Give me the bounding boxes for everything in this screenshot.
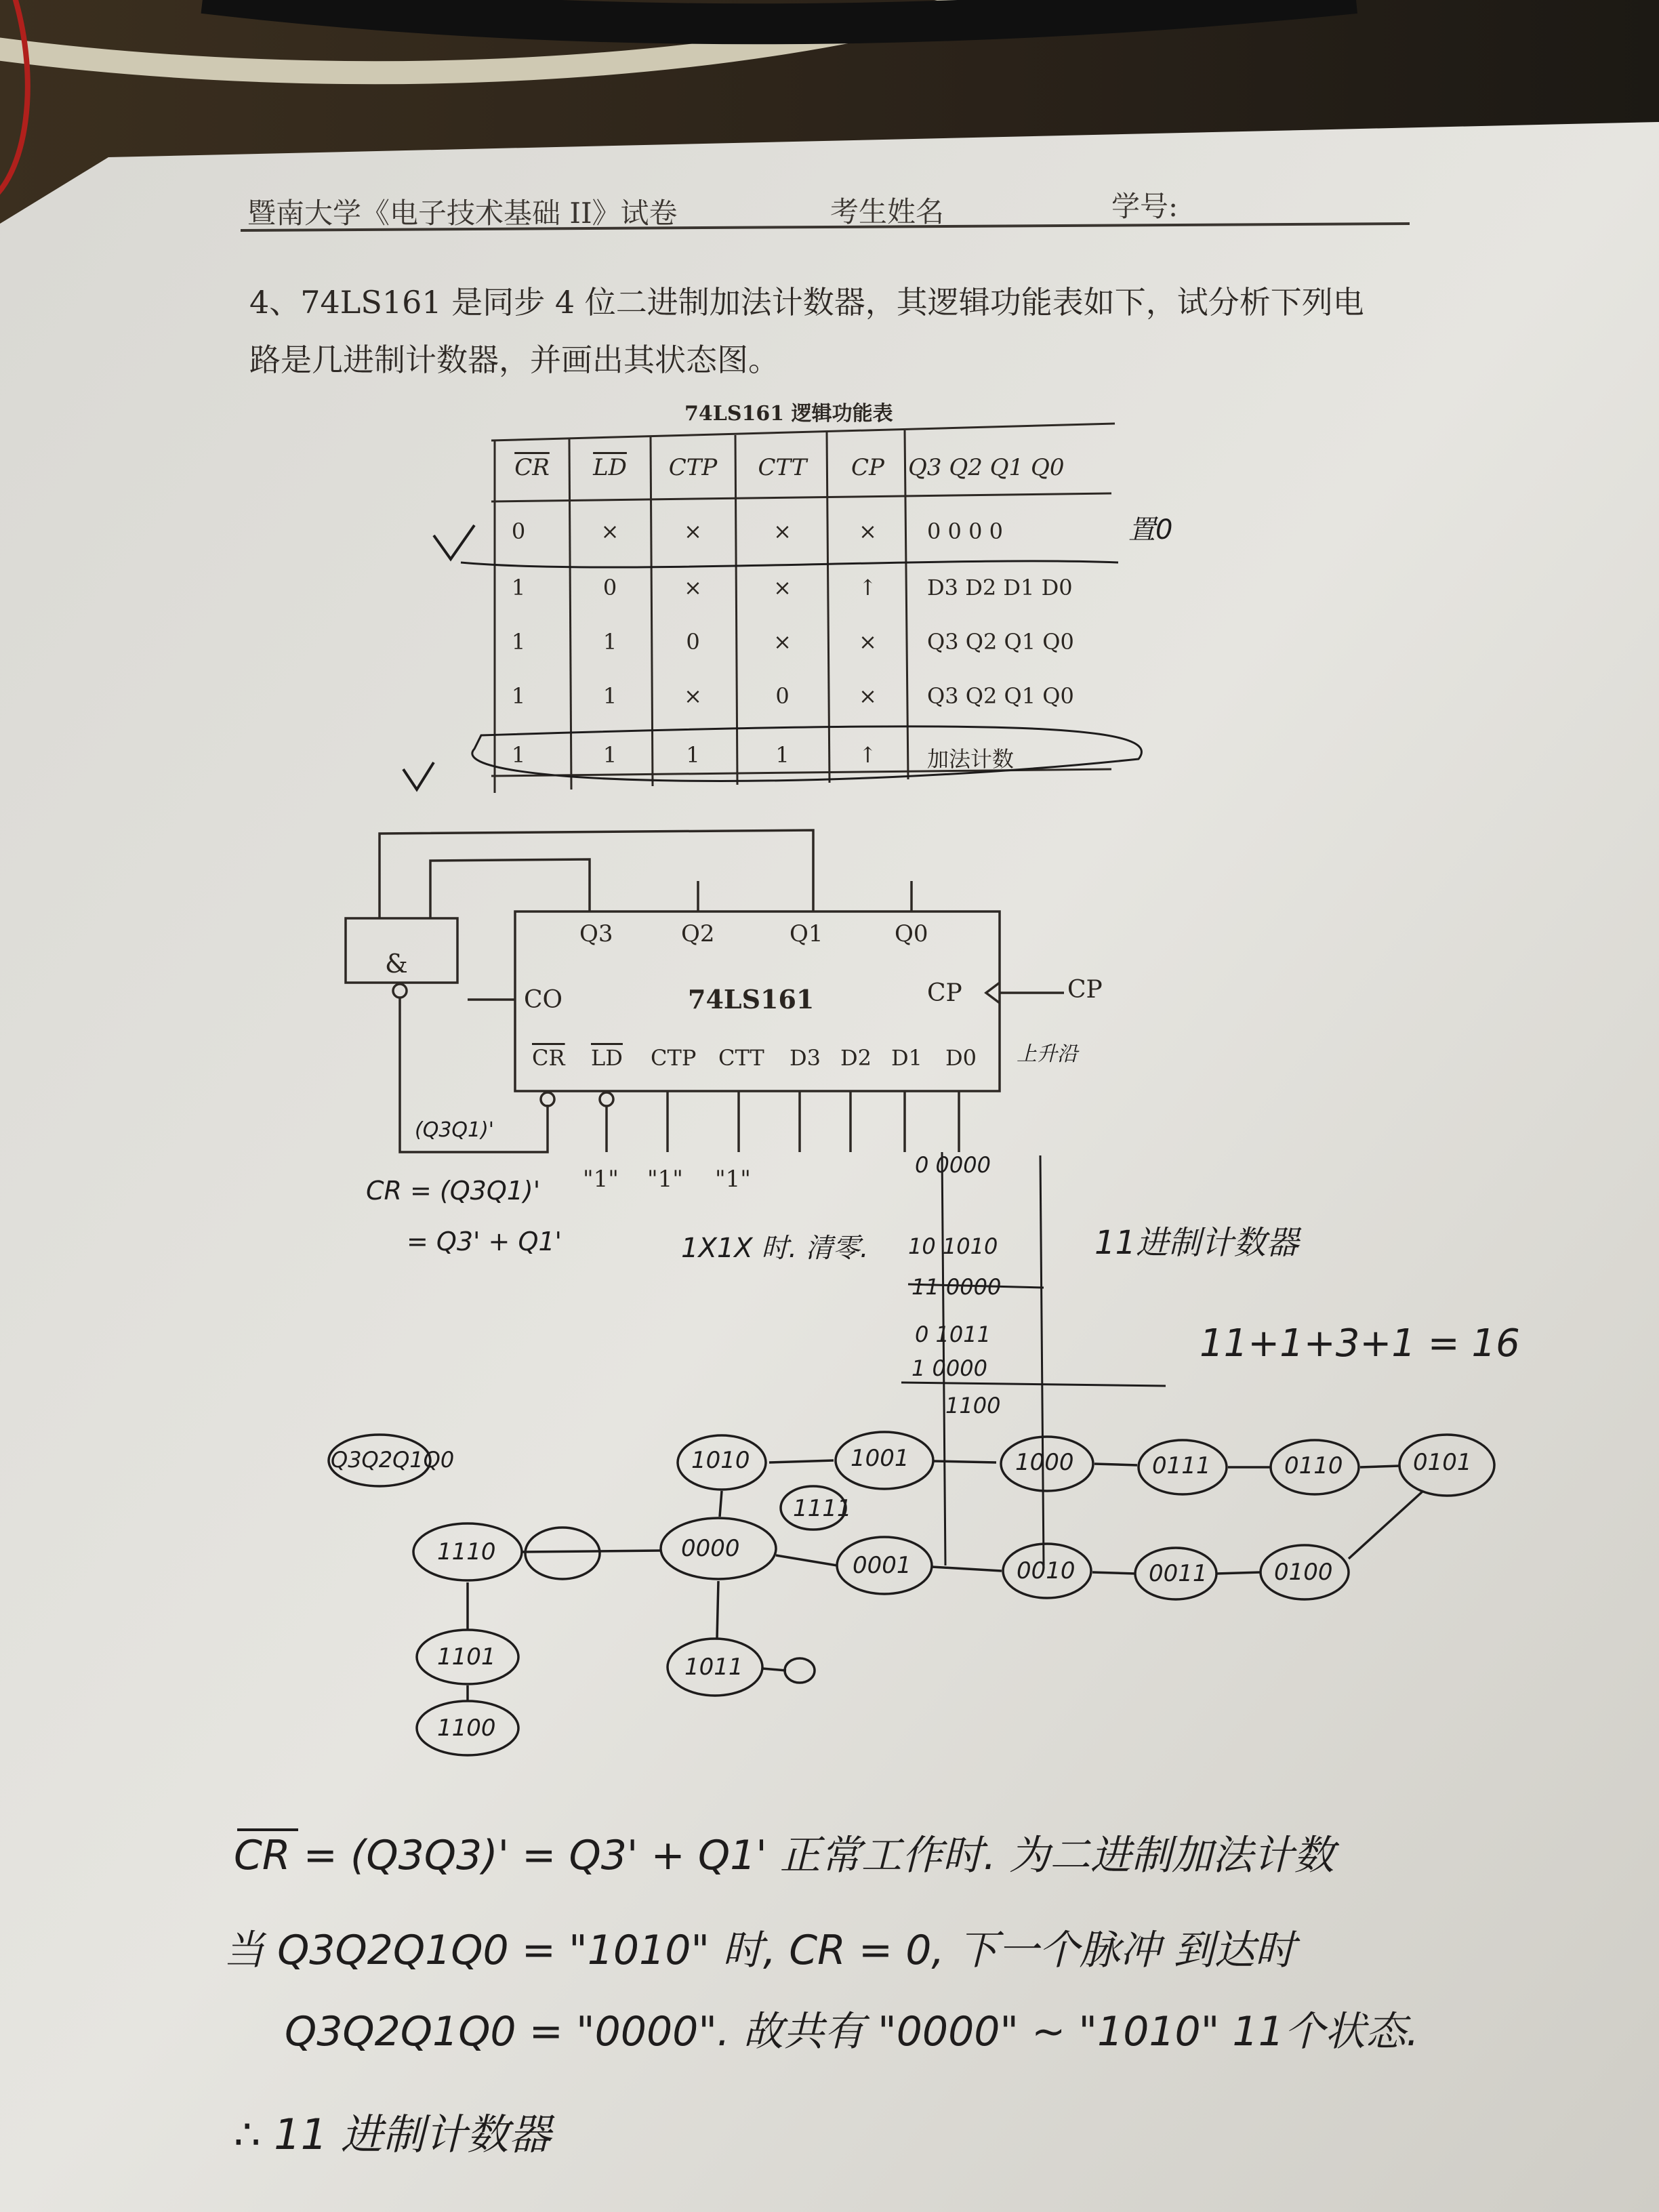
pin-bottom-4: D3	[790, 1045, 821, 1071]
answer-line-4: ∴ 11 进制计数器	[234, 2110, 551, 2159]
table-header-5: Q3 Q2 Q1 Q0	[908, 454, 1065, 481]
state-1001: 1001	[851, 1445, 909, 1472]
table-cell-r2-c4: ×	[859, 629, 877, 655]
pin-top-1: Q2	[681, 920, 715, 947]
binary-entry-3: 0 1011	[915, 1322, 991, 1347]
pin-bottom-5: D2	[840, 1045, 872, 1071]
chip-label: 74LS161	[688, 984, 815, 1015]
table-cell-r0-c2: ×	[684, 518, 702, 544]
clear-note: 1X1X 时. 清零.	[681, 1233, 869, 1264]
cr-equation-2: = Q3' + Q1'	[407, 1227, 562, 1256]
table-cell-r4-c1: 1	[602, 742, 617, 768]
cr-equation-1: CR = (Q3Q1)'	[366, 1176, 541, 1206]
state-1101: 1101	[437, 1643, 496, 1671]
co-pin-label: CO	[524, 986, 563, 1014]
cp-input-label: CP	[1067, 976, 1103, 1004]
table-cell-r1-c5: D3 D2 D1 D0	[927, 575, 1073, 600]
constant-one-1: "1"	[647, 1166, 683, 1193]
binary-entry-0: 0 0000	[915, 1152, 991, 1178]
table-cell-r3-c5: Q3 Q2 Q1 Q0	[927, 683, 1074, 709]
answer-line-3: Q3Q2Q1Q0 = "0000". 故共有 "0000" ~ "1010" 11个状态.	[285, 2008, 1419, 2055]
rising-edge-note: 上升沿	[1017, 1042, 1078, 1066]
table-cell-r3-c0: 1	[511, 683, 526, 709]
state-1100: 1100	[437, 1715, 496, 1742]
table-cell-r0-c3: ×	[773, 518, 792, 544]
table-cell-r4-c4: ↑	[859, 742, 877, 768]
table-header-0: $\overline{CR}$	[514, 454, 550, 481]
table-cell-r1-c3: ×	[773, 575, 792, 600]
table-cell-r2-c3: ×	[773, 629, 792, 655]
pin-bottom-6: D1	[891, 1045, 923, 1071]
student-id-label: 学号:	[1111, 190, 1179, 223]
table-cell-r0-c1: ×	[600, 518, 619, 544]
pin-top-2: Q1	[790, 920, 823, 947]
cp-pin-label: CP	[927, 979, 962, 1007]
constant-one-2: "1"	[715, 1166, 751, 1193]
state-1111: 1111	[793, 1495, 852, 1522]
table-header-2: CTP	[668, 454, 718, 481]
table-cell-r1-c4: ↑	[859, 575, 877, 600]
table-cell-r3-c2: ×	[684, 683, 702, 709]
pin-top-0: Q3	[579, 920, 613, 947]
state-0010: 0010	[1017, 1557, 1076, 1584]
pin-bottom-0: $\overline{CR}$	[532, 1045, 565, 1071]
answer-line-1: CR = (Q3Q3)' = Q3' + Q1' 正常工作时. 为二进制加法计数	[234, 1832, 1334, 1879]
pin-bottom-7: D0	[945, 1045, 977, 1071]
state-0001: 0001	[853, 1552, 912, 1579]
binary-entry-5: 1100	[945, 1393, 1001, 1418]
state-0110: 0110	[1284, 1452, 1343, 1479]
table-cell-r0-c0: 0	[511, 518, 526, 544]
table-cell-r3-c1: 1	[602, 683, 617, 709]
table-cell-r0-c5: 0 0 0 0	[927, 518, 1003, 544]
table-cell-r2-c2: 0	[686, 629, 700, 655]
table-cell-r2-c1: 1	[602, 629, 617, 655]
sum-note: 11+1+3+1 = 16	[1200, 1322, 1520, 1366]
state-1110: 1110	[437, 1538, 496, 1565]
pin-bottom-3: CTT	[718, 1045, 764, 1071]
state-diagram-label: Q3Q2Q1Q0	[331, 1447, 455, 1473]
pin-top-3: Q0	[895, 920, 928, 947]
question-line-1: 4、74LS161 是同步 4 位二进制加法计数器，其逻辑功能表如下，试分析下列电	[249, 284, 1364, 321]
binary-entry-4: 1 0000	[912, 1355, 987, 1381]
table-cell-r1-c0: 1	[511, 575, 526, 600]
table-cell-r3-c3: 0	[775, 683, 790, 709]
table-cell-r1-c1: 0	[602, 575, 617, 600]
paper-sheet	[0, 122, 1659, 2212]
table-cell-r4-c0: 1	[511, 742, 526, 768]
state-0111: 0111	[1152, 1452, 1211, 1479]
table-cell-r2-c0: 1	[511, 629, 526, 655]
question-line-2: 路是几进制计数器，并画出其状态图。	[249, 342, 779, 378]
pin-bottom-1: $\overline{LD}$	[591, 1045, 623, 1071]
and-gate-label: &	[385, 949, 408, 979]
table-cell-r4-c3: 1	[775, 742, 790, 768]
student-name-label: 考生姓名	[830, 195, 945, 228]
counter-type-note: 11进制计数器	[1094, 1224, 1299, 1262]
table-header-4: CP	[851, 454, 884, 481]
table-cell-r4-c5: 加法计数	[927, 746, 1015, 772]
binary-entry-2: 11 0000	[912, 1274, 1002, 1300]
state-0101: 0101	[1413, 1449, 1472, 1476]
course-title: 暨南大学《电子技术基础 II》试卷	[247, 197, 678, 230]
pin-bottom-2: CTP	[651, 1045, 697, 1071]
state-1011: 1011	[684, 1654, 743, 1681]
table-cell-r1-c2: ×	[684, 575, 702, 600]
answer-line-2: 当 Q3Q2Q1Q0 = "1010" 时, CR = 0, 下一个脉冲 到达时	[224, 1927, 1296, 1974]
table-title: 74LS161 逻辑功能表	[684, 402, 893, 426]
state-1010: 1010	[691, 1447, 750, 1474]
state-0011: 0011	[1149, 1560, 1208, 1587]
table-cell-r0-c4: ×	[859, 518, 877, 544]
state-0000: 0000	[681, 1535, 740, 1562]
table-header-1: $\overline{LD}$	[593, 454, 627, 481]
table-cell-r4-c2: 1	[686, 742, 700, 768]
state-0100: 0100	[1274, 1559, 1333, 1586]
table-header-3: CTT	[758, 454, 807, 481]
table-cell-r2-c5: Q3 Q2 Q1 Q0	[927, 629, 1074, 655]
cable-dark	[203, 0, 1355, 24]
binary-entry-1: 10 1010	[908, 1233, 998, 1259]
constant-one-0: "1"	[583, 1166, 619, 1193]
state-1000: 1000	[1015, 1449, 1074, 1476]
table-cell-r3-c4: ×	[859, 683, 877, 709]
note-reset: 置0	[1128, 514, 1173, 546]
feedback-note: (Q3Q1)'	[415, 1118, 495, 1142]
